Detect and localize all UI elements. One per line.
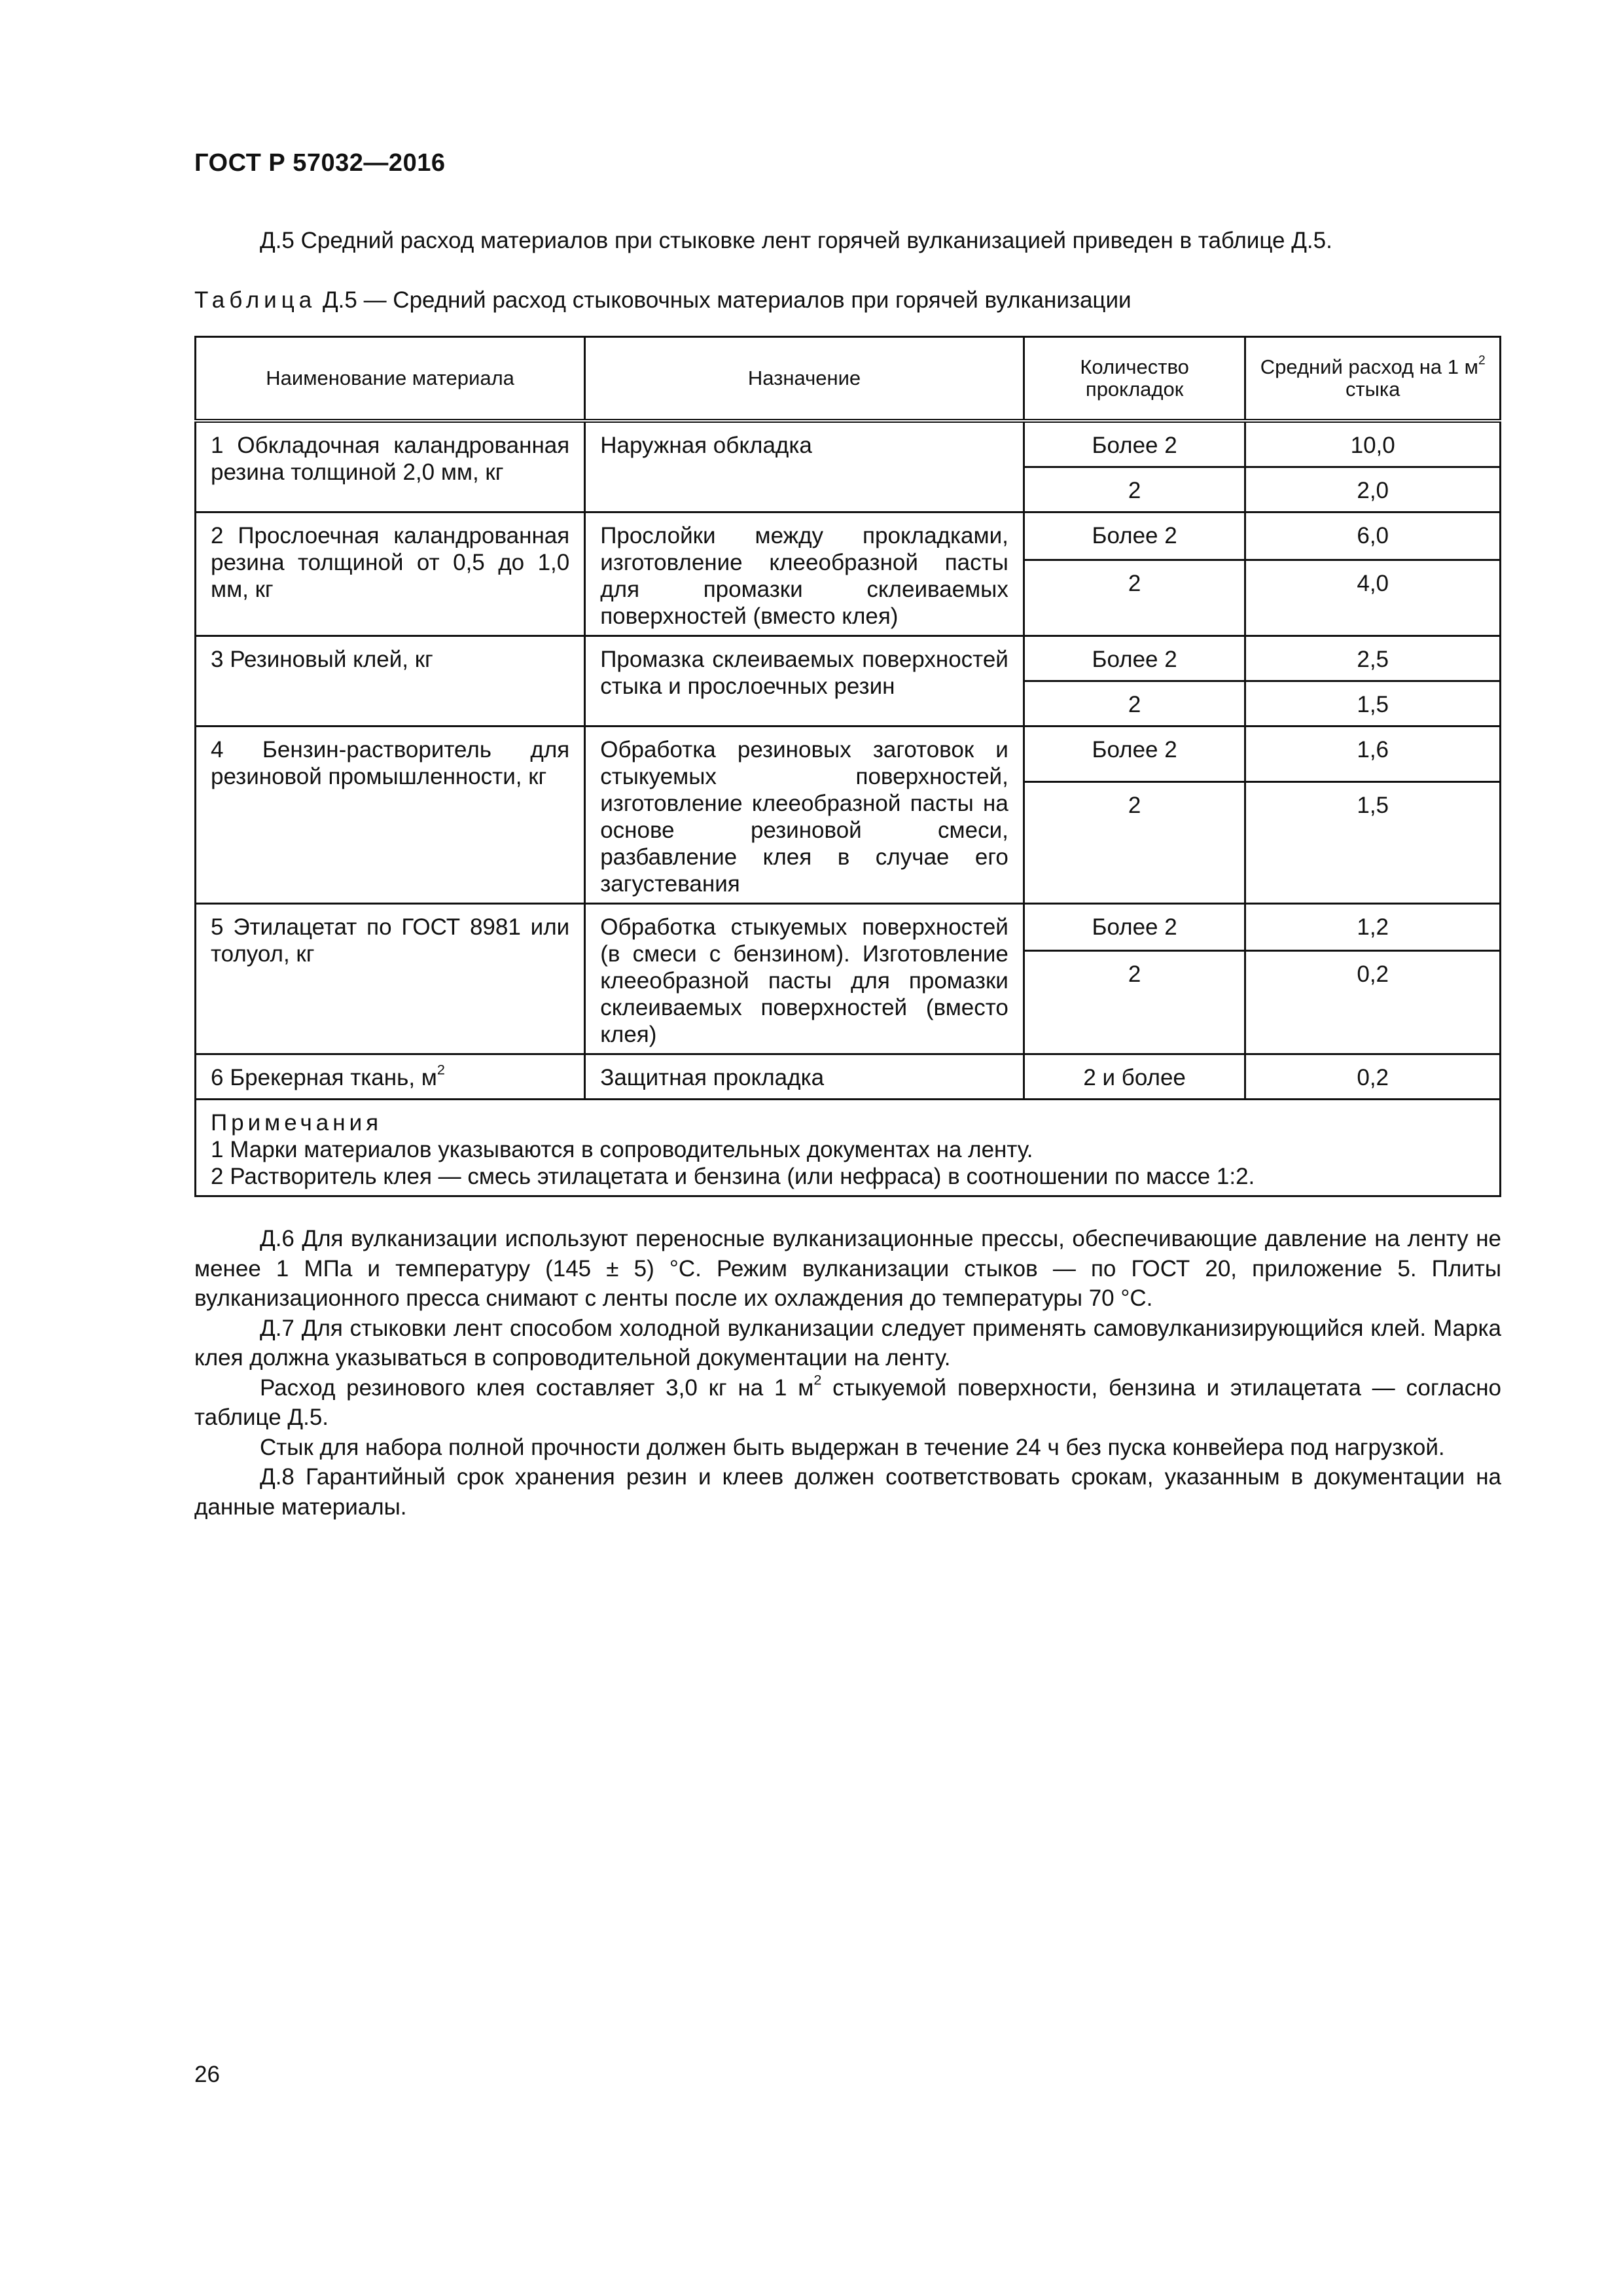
page-number: 26 <box>194 2062 220 2087</box>
table-caption-word: Таблица <box>194 287 317 313</box>
layers-cell: Более 2 <box>1024 421 1245 467</box>
layers-cell: 2 и более <box>1024 1054 1245 1100</box>
table-row <box>196 904 1501 951</box>
layers-cell: Более 2 <box>1024 636 1245 681</box>
material-cell: 1 Обкладочная каландрованная резина толщиной 2,0 мм, кг <box>196 421 585 512</box>
value-cell: 0,2 <box>1245 951 1501 1054</box>
material-cell <box>196 1054 585 1100</box>
header-material: Наименование материала <box>196 337 585 422</box>
value-cell: 2,0 <box>1245 467 1501 512</box>
value-cell: 10,0 <box>1245 421 1501 467</box>
value-cell: 4,0 <box>1245 560 1501 636</box>
material-text: 6 Брекерная ткань, м <box>211 1065 437 1090</box>
paragraph-d8: Д.8 Гарантийный срок хранения резин и клеев должен соответствовать срокам, указанным в документации на данные материалы. <box>194 1464 1501 1520</box>
header-layers: Количество прокладок <box>1024 337 1245 422</box>
material-cell: 2 Прослоечная каландрованная резина толщиной от 0,5 до 1,0 мм, кг <box>196 512 585 636</box>
header-consumption <box>1245 337 1501 422</box>
header-purpose: Назначение <box>585 337 1024 422</box>
paragraph-d7: Д.7 Для стыковки лент способом холодной вулканизации следует применять самовулканизирующийся клей. Марка клея должна указываться в сопроводительной документации на ленту. <box>194 1315 1501 1371</box>
intro-paragraph: Д.5 Средний расход материалов при стыковке лент горячей вулканизацией приведен в таблице Д.5. <box>260 228 1332 253</box>
table-row <box>196 636 1501 681</box>
purpose-cell: Обработка стыкуемых поверхностей (в смеси с бензином). Изготовление клееобразной пасты для промазки склеиваемых поверхностей (вместо клея) <box>585 904 1024 1054</box>
paragraph-d6: Д.6 Для вулканизации используют переносные вулканизационные прессы, обеспечивающие давление на ленту не менее 1 МПа и температуру (145 ± 5) °С. Режим вулканизации стыков — по ГОСТ 20, приложение 5. Плиты вулканизационного пресса снимают с ленты после их охлаждения до температуры 70 °С. <box>194 1226 1501 1311</box>
header-consumption-tail: стыка <box>1345 378 1400 401</box>
header-consumption-main: Средний расход на 1 м <box>1260 355 1478 378</box>
layers-cell: Более 2 <box>1024 726 1245 782</box>
material-cell: 4 Бензин-растворитель для резиновой промышленности, кг <box>196 726 585 904</box>
material-cell: 5 Этилацетат по ГОСТ 8981 или толуол, кг <box>196 904 585 1054</box>
value-cell: 1,5 <box>1245 781 1501 903</box>
paragraph-glue-sup: 2 <box>813 1371 822 1388</box>
layers-cell: 2 <box>1024 560 1245 636</box>
table-caption-text: Д.5 — Средний расход стыковочных материалов при горячей вулканизации <box>322 287 1132 313</box>
material-cell: 3 Резиновый клей, кг <box>196 636 585 726</box>
value-cell: 1,5 <box>1245 681 1501 726</box>
table-row <box>196 512 1501 560</box>
purpose-cell: Обработка резиновых заготовок и стыкуемых поверхностей, изготовление клееобразной пасты на основе резиновой смеси, разбавление клея в случае его загустевания <box>585 726 1024 904</box>
table-row <box>196 1054 1501 1100</box>
layers-cell: Более 2 <box>1024 904 1245 951</box>
layers-cell: 2 <box>1024 951 1245 1054</box>
header-consumption-sup: 2 <box>1478 353 1486 368</box>
value-cell: 1,6 <box>1245 726 1501 782</box>
note-item: 1 Марки материалов указываются в сопроводительных документах на ленту. <box>211 1137 1033 1162</box>
layers-cell: Более 2 <box>1024 512 1245 560</box>
value-cell: 2,5 <box>1245 636 1501 681</box>
notes-title: Примечания <box>211 1110 383 1136</box>
purpose-cell: Прослойки между прокладками, изготовление клееобразной пасты для промазки склеиваемых поверхностей (вместо клея) <box>585 512 1024 636</box>
value-cell: 1,2 <box>1245 904 1501 951</box>
purpose-cell: Наружная обкладка <box>585 421 1024 512</box>
table-row <box>196 726 1501 782</box>
material-sup: 2 <box>437 1061 445 1078</box>
paragraph-glue-text-a: Расход резинового клея составляет 3,0 кг на 1 м <box>260 1374 814 1401</box>
table-caption <box>194 285 1132 315</box>
purpose-cell: Защитная прокладка <box>585 1054 1024 1100</box>
paragraph-joint-strength: Стык для набора полной прочности должен быть выдержан в течение 24 ч без пуска конвейера под нагрузкой. <box>260 1434 1445 1460</box>
paragraph-glue-consumption <box>194 1373 1501 1433</box>
layers-cell: 2 <box>1024 781 1245 903</box>
note-item: 2 Растворитель клея — смесь этилацетата и бензина (или нефраса) в соотношении по массе 1:2. <box>211 1164 1255 1189</box>
value-cell: 6,0 <box>1245 512 1501 560</box>
table-row <box>196 421 1501 467</box>
paragraph-glue-text-b: стыкуемой поверхности, бензина и этилацетата — согласно таблице Д.5. <box>194 1374 1501 1430</box>
table-header-row <box>196 337 1501 422</box>
layers-cell: 2 <box>1024 681 1245 726</box>
layers-cell: 2 <box>1024 467 1245 512</box>
notes-row <box>196 1100 1501 1196</box>
document-header: ГОСТ Р 57032—2016 <box>194 149 446 177</box>
value-cell: 0,2 <box>1245 1054 1501 1100</box>
notes-cell <box>196 1100 1501 1196</box>
materials-table <box>194 336 1501 1197</box>
body-text <box>194 1224 1501 1522</box>
purpose-cell: Промазка склеиваемых поверхностей стыка и прослоечных резин <box>585 636 1024 726</box>
